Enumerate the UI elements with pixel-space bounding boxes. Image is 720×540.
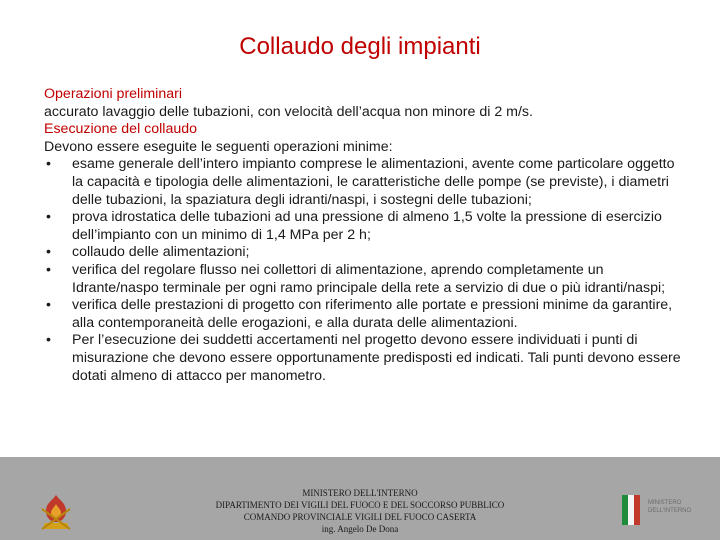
bullet-icon: • [46, 244, 51, 261]
bullet-item [44, 262, 684, 297]
bullet-item [44, 209, 684, 244]
bullet-icon: • [46, 261, 51, 278]
italian-flag-logo-icon [620, 495, 644, 525]
preliminary-text: accurato lavaggio delle tubazioni, con velocità dell’acqua non minore di 2 m/s. [44, 103, 533, 120]
preliminary-heading: Operazioni preliminari [44, 86, 182, 102]
bullet-icon: • [46, 209, 51, 226]
bullet-icon: • [46, 156, 51, 173]
bullet-item [44, 156, 684, 209]
footer-band [0, 457, 720, 540]
execution-intro: Devono essere eseguite le seguenti operazioni minime: [44, 138, 393, 155]
footer-author: ing. Angelo De Dona [321, 524, 399, 534]
bullet-text: prova idrostatica delle tubazioni ad una pressione di almeno 1,5 volte la pressione di esercizio dell’impianto con un minimo di 1,4 MPa per 2 h; [72, 209, 662, 243]
bullet-text: verifica delle prestazioni di progetto con riferimento alle portate e pressioni minime da garantire, alla contemporaneità delle erogazioni, e alla durata delle alimentazioni. [72, 297, 673, 331]
footer-ministry: MINISTERO DELL'INTERNO [302, 488, 418, 498]
bullet-text: collaudo delle alimentazioni; [72, 244, 250, 261]
fire-brigade-emblem-icon [36, 491, 76, 535]
bullet-text: esame generale dell’intero impianto comprese le alimentazioni, avente come particolare oggetto la capacità e tipologia delle alimentazioni, le caratteristiche delle pompe (se previste), i diametri delle tubazioni, la spaziatura degli idranti/naspi, i sostegni delle tubazioni; [72, 156, 675, 208]
bullet-list [44, 156, 684, 385]
bullet-item [44, 332, 684, 385]
footer-command: COMANDO PROVINCIALE VIGILI DEL FUOCO CASERTA [243, 512, 477, 522]
bullet-text: verifica del regolare flusso nei collettori di alimentazione, aprendo completamente un Idrante/naspo terminale per ogni ramo principale della rete a servizio di due o più idranti/naspi; [72, 261, 666, 296]
footer-text [160, 487, 560, 535]
execution-heading: Esecuzione del collaudo [44, 121, 198, 138]
footer-department: DIPARTIMENTO DEI VIGILI DEL FUOCO E DEL SOCCORSO PUBBLICO [215, 500, 505, 510]
bullet-item [44, 297, 684, 332]
bullet-text: Per l’esecuzione dei suddetti accertamenti nel progetto devono essere individuati i punti di misurazione che devono essere opportunamente predisposti ed indicati. Tali punti devono essere dotati almeno di attacco per manometro. [72, 332, 681, 384]
bullet-icon: • [46, 332, 51, 349]
bullet-icon: • [46, 297, 51, 314]
ministry-logo-text: MINISTERO DELL'INTERNO [648, 500, 692, 514]
bullet-item [44, 244, 684, 262]
slide-content [44, 86, 684, 385]
slide-title: Collaudo degli impianti [239, 33, 481, 60]
